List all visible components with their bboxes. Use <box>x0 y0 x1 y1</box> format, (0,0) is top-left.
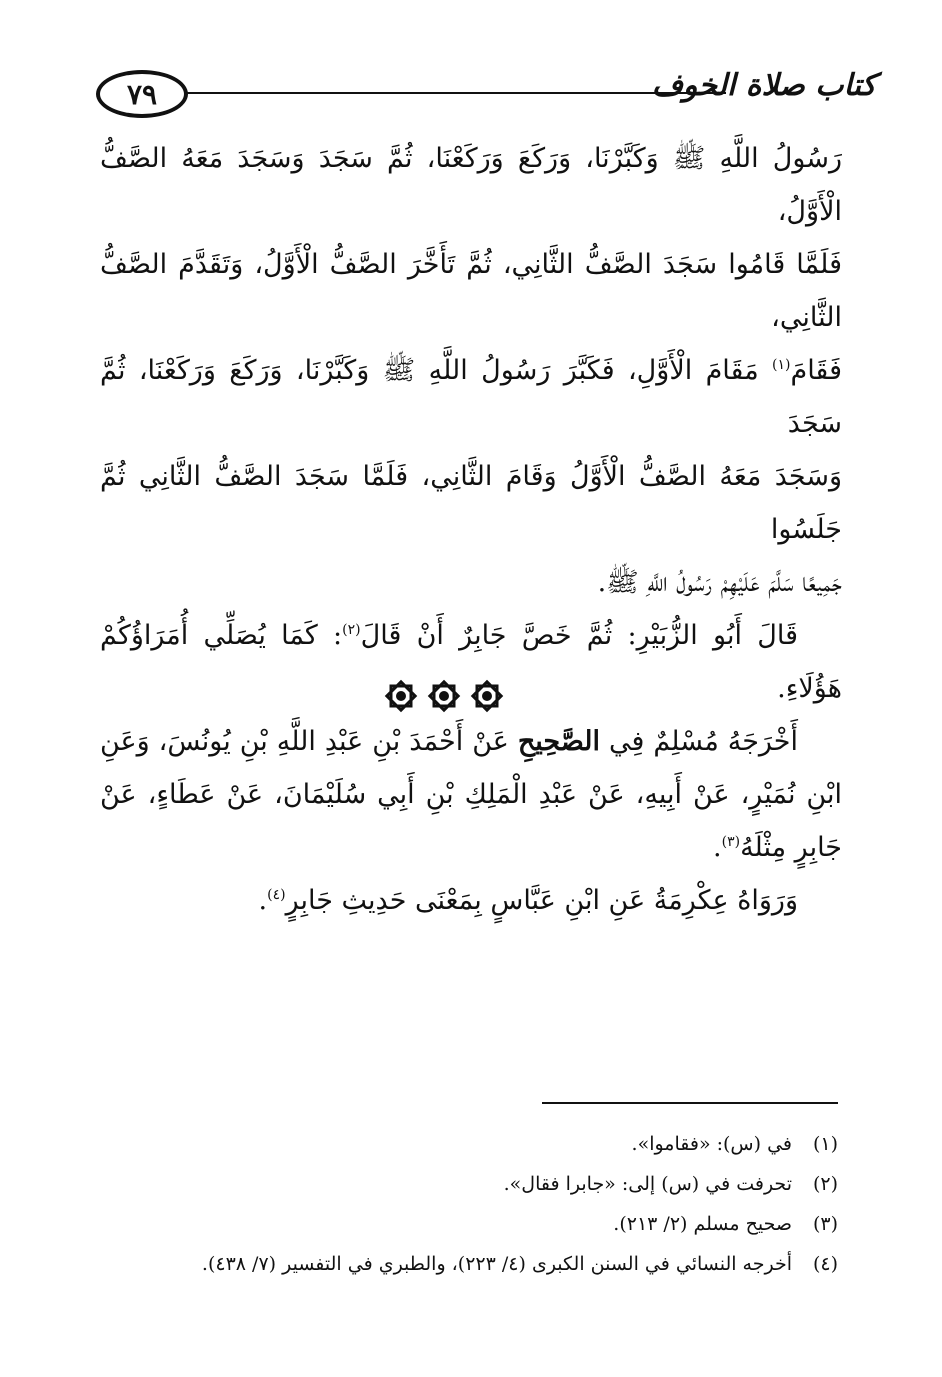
footnote-text: صحيح مسلم (٢/ ٢١٣). <box>613 1213 792 1235</box>
footnote-marker: (٣) <box>721 834 741 850</box>
footnote-number: (١) <box>812 1133 838 1155</box>
text-line: رَسُولُ اللَّهِ ﷺ وَكَبَّرْنَا، وَرَكَعَ وَرَكَعْنَا، ثُمَّ سَجَدَ وَسَجَدَ مَعَهُ الصَّفُّ الْأَوَّلُ، <box>100 143 842 227</box>
source-title: الصَّحِيحِ <box>517 726 600 757</box>
book-title: كتاب صلاة الخوف <box>651 68 876 103</box>
footnote <box>78 1124 838 1164</box>
text-line: وَسَجَدَ مَعَهُ الصَّفُّ الْأَوَّلُ وَقَامَ الثَّانِي، فَلَمَّا سَجَدَ الصَّفُّ الثَّانِي ثُمَّ جَلَسُوا <box>100 461 842 545</box>
footnote-number: (٢) <box>812 1173 838 1195</box>
paragraph: وَرَوَاهُ عِكْرِمَةُ عَنِ ابْنِ عَبَّاسٍ بِمَعْنَى حَدِيثِ جَابِرٍ$^{(٤)}$. <box>258 885 798 916</box>
footnote-number: (٣) <box>812 1213 838 1235</box>
footnote-separator <box>542 1102 838 1104</box>
header-rule <box>186 92 726 94</box>
flower-ornament-icon <box>384 679 418 713</box>
text-line: فَلَمَّا قَامُوا سَجَدَ الصَّفُّ الثَّانِي، ثُمَّ تَأَخَّرَ الصَّفُّ الْأَوَّلُ، وَتَقَدَّمَ الصَّفُّ الثَّانِي، <box>100 249 842 333</box>
text-line: فَقَامَ$^{(١)}$ مَقَامَ الْأَوَّلِ، فَكَبَّرَ رَسُولُ اللَّهِ ﷺ وَكَبَّرْنَا، وَرَكَعَ وَرَكَعْنَا، ثُمَّ سَجَدَ <box>100 355 842 439</box>
text-line: جَمِيعًا سَلَّمَ عَلَيْهِمْ رَسُولُ اللَّهِ ﷺ. <box>597 567 842 598</box>
flower-ornament-icon <box>427 679 461 713</box>
footnote-text: أخرجه النسائي في السنن الكبرى (٤/ ٢٢٣)، والطبري في التفسير (٧/ ٤٣٨). <box>201 1253 792 1275</box>
footnote <box>78 1164 838 1204</box>
page-number: ٧٩ <box>96 70 188 118</box>
footnote <box>78 1244 838 1284</box>
footnote-text: في (س): «فقاموا». <box>631 1133 792 1155</box>
paragraph: أَخْرَجَهُ مُسْلِمٌ فِي الصَّحِيحِ عَنْ أَحْمَدَ بْنِ عَبْدِ اللَّهِ بْنِ يُونُسَ، وَعَنِ ابْنِ نُمَيْرٍ، عَنْ أَبِيهِ، عَنْ عَبْدِ الْمَلِكِ بْنِ أَبِي سُلَيْمَانَ، عَنْ عَطَاءٍ، عَنْ جَابِرٍ مِثْلَهُ$^{(٣)}$. <box>100 726 842 863</box>
flower-ornament-icon <box>470 679 504 713</box>
section-ornament <box>384 676 504 716</box>
footnote <box>78 1204 838 1244</box>
footnote-text: تحرفت في (س) إلى: «جابرا فقال». <box>503 1173 792 1195</box>
main-text <box>100 132 842 927</box>
paragraph: قَالَ أَبُو الزُّبَيْرِ: ثُمَّ خَصَّ جَابِرٌ أَنْ قَالَ$^{(٢)}$: كَمَا يُصَلِّي أُمَرَاؤُكُمْ هَؤُلَاءِ. <box>100 620 842 704</box>
footnote-number: (٤) <box>812 1253 838 1275</box>
page-header <box>96 62 876 122</box>
footnotes <box>78 1124 838 1284</box>
footnote-marker: (١) <box>772 357 791 373</box>
footnote-marker: (٢) <box>342 622 361 638</box>
footnote-marker: (٤) <box>267 887 286 903</box>
